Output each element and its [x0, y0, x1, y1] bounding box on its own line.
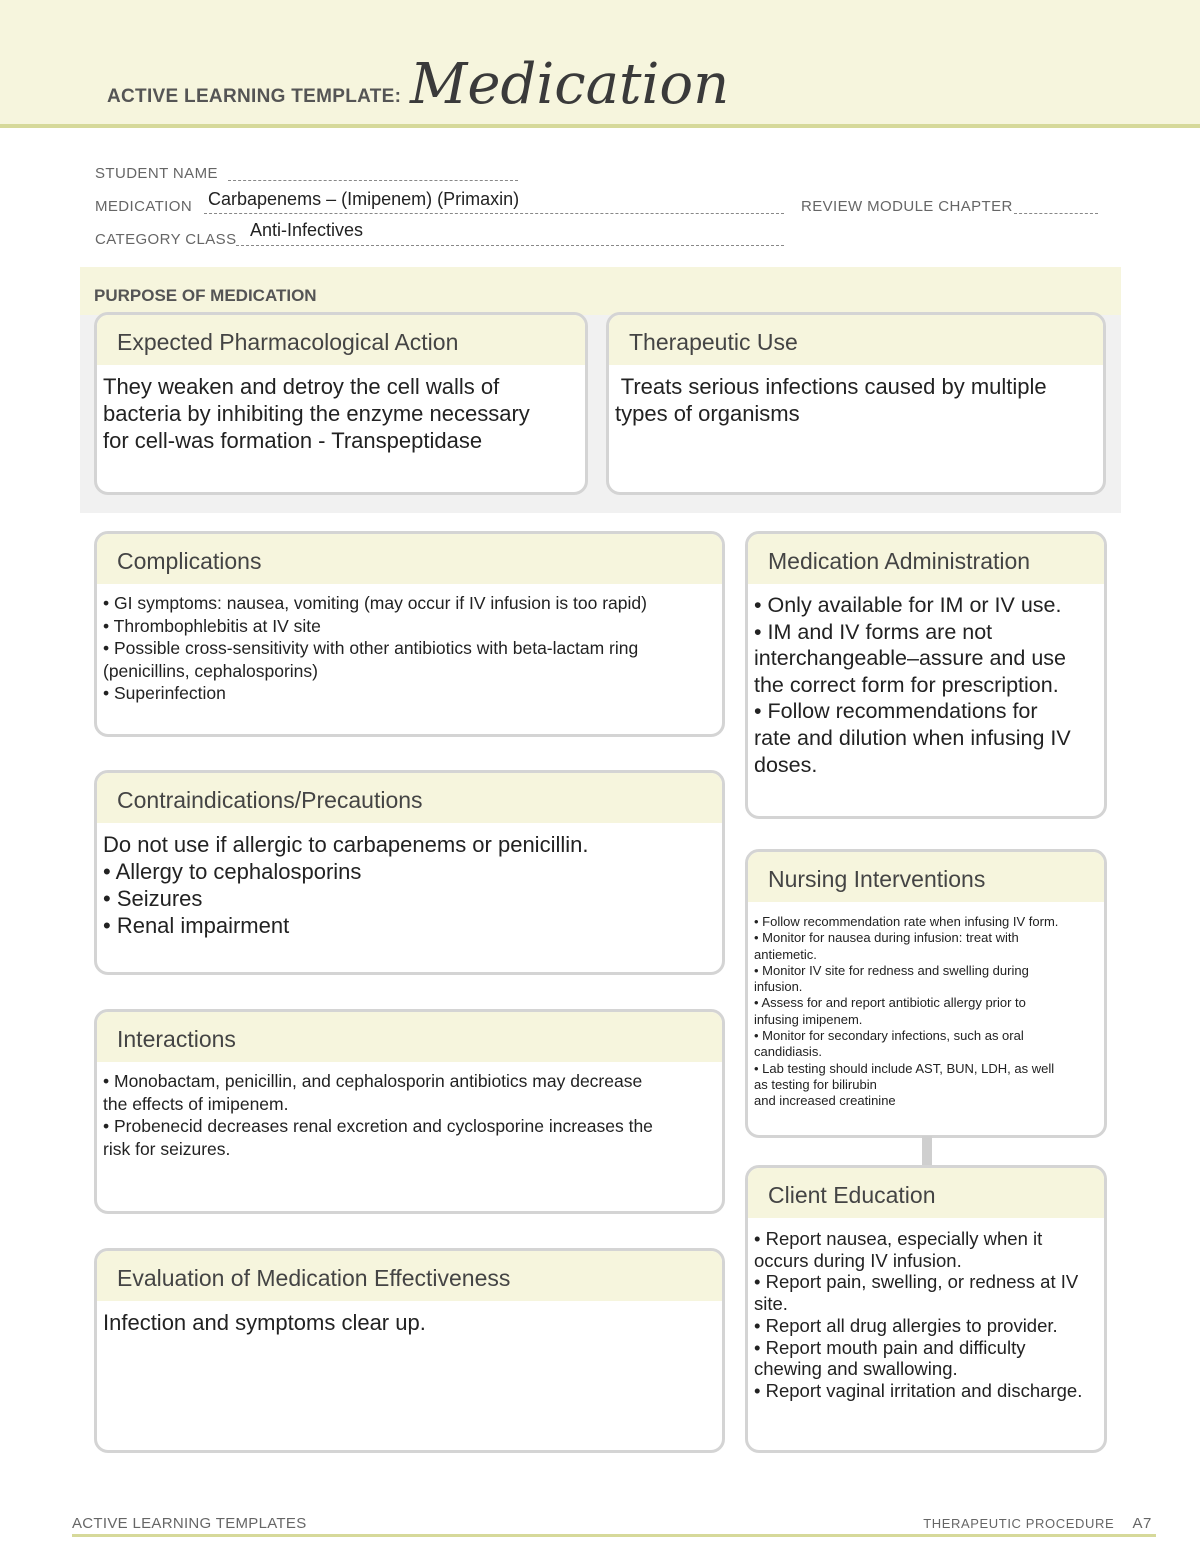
card-title: Complications — [117, 548, 262, 574]
student-name-field[interactable] — [228, 180, 518, 181]
card-body — [97, 584, 722, 705]
expected-action-card — [94, 312, 588, 495]
text-line: Do not use if allergic to carbapenems or penicillin. — [103, 832, 589, 857]
text-line: • IM and IV forms are not — [754, 619, 993, 644]
card-body — [748, 902, 1104, 1110]
text-line: types of organisms — [615, 401, 800, 426]
card-body — [748, 1218, 1104, 1402]
text-line: • Monitor for nausea during infusion: treat with — [754, 930, 1019, 946]
card-header — [609, 315, 1103, 365]
footer-rule — [72, 1534, 1156, 1537]
medication-label: MEDICATION — [95, 198, 193, 215]
card-body — [748, 584, 1104, 778]
text-line: site. — [754, 1293, 788, 1315]
text-line: and increased creatinine — [754, 1093, 896, 1109]
text-line: risk for seizures. — [103, 1138, 231, 1159]
text-line: Infection and symptoms clear up. — [103, 1310, 426, 1335]
footer-section: THERAPEUTIC PROCEDURE — [923, 1516, 1115, 1531]
text-line: • Follow recommendation rate when infusing IV form. — [754, 914, 1059, 929]
review-module-label: REVIEW MODULE CHAPTER — [801, 198, 1013, 215]
text-line: chewing and swallowing. — [754, 1358, 958, 1380]
text-line: the correct form for prescription. — [754, 672, 1059, 697]
text-line: • Seizures — [103, 886, 203, 911]
evaluation-card — [94, 1248, 725, 1453]
purpose-header — [80, 267, 1121, 315]
card-title: Interactions — [117, 1026, 236, 1052]
review-module-field[interactable] — [1014, 213, 1098, 214]
text-line: • Monobactam, penicillin, and cephalosporin antibiotics may decrease — [103, 1071, 643, 1091]
card-header — [97, 315, 585, 365]
text-line: • Follow recommendations for — [754, 699, 1038, 724]
footer-right — [923, 1515, 1152, 1532]
card-header — [748, 534, 1104, 584]
text-line: • Only available for IM or IV use. — [754, 593, 1062, 617]
footer-page: A7 — [1132, 1515, 1152, 1532]
category-class-label: CATEGORY CLASS — [95, 231, 237, 248]
text-line: infusing imipenem. — [754, 1011, 863, 1027]
interactions-card — [94, 1009, 725, 1214]
card-title: Expected Pharmacological Action — [117, 329, 459, 355]
card-header — [748, 1168, 1104, 1218]
card-body — [97, 1301, 722, 1336]
medication-value: Carbapenems – (Imipenem) (Primaxin) — [208, 189, 520, 209]
card-title: Nursing Interventions — [768, 866, 986, 892]
card-header — [97, 1251, 722, 1301]
text-line: (penicillins, cephalosporins) — [103, 660, 318, 681]
card-header — [97, 534, 722, 584]
text-line: They weaken and detroy the cell walls of — [103, 374, 500, 399]
administration-card — [745, 531, 1107, 819]
card-body — [97, 1062, 722, 1160]
text-line: the effects of imipenem. — [103, 1093, 289, 1114]
text-line: • Report vaginal irritation and discharge. — [754, 1379, 1083, 1401]
page-title: Medication — [410, 52, 730, 117]
category-class-field[interactable] — [236, 245, 784, 246]
card-title: Therapeutic Use — [629, 329, 798, 355]
card-body — [97, 365, 585, 454]
text-line: • Superinfection — [103, 683, 226, 703]
text-line: doses. — [754, 752, 818, 777]
text-line: for cell-was formation - Transpeptidase — [103, 428, 483, 453]
text-line: antiemetic. — [754, 946, 817, 962]
purpose-title: PURPOSE OF MEDICATION — [94, 286, 317, 305]
text-line: • Report all drug allergies to provider. — [754, 1314, 1058, 1336]
text-line: infusion. — [754, 979, 803, 995]
text-line: • Report mouth pain and difficulty — [754, 1336, 1026, 1358]
therapeutic-use-card — [606, 312, 1106, 495]
footer-left: ACTIVE LEARNING TEMPLATES — [72, 1515, 307, 1532]
card-body — [609, 365, 1103, 427]
text-line: occurs during IV infusion. — [754, 1249, 962, 1271]
text-line: • Assess for and report antibiotic allergy prior to — [754, 995, 1026, 1011]
text-line: • Allergy to cephalosporins — [103, 859, 362, 884]
card-body — [97, 823, 722, 939]
card-header — [97, 1012, 722, 1062]
text-line: • Monitor for secondary infections, such as oral — [754, 1028, 1024, 1044]
category-class-value: Anti-Infectives — [250, 220, 364, 240]
text-line: • Report nausea, especially when it — [754, 1228, 1043, 1249]
card-header — [748, 852, 1104, 902]
card-title: Client Education — [768, 1182, 936, 1208]
text-line: Treats serious infections caused by multiple — [615, 374, 1047, 399]
card-header — [97, 773, 722, 823]
template-label: ACTIVE LEARNING TEMPLATE: — [107, 86, 402, 107]
text-line: • GI symptoms: nausea, vomiting (may occur if IV infusion is too rapid) — [103, 593, 647, 613]
text-line: rate and dilution when infusing IV — [754, 725, 1071, 750]
card-title: Medication Administration — [768, 548, 1031, 574]
text-line: • Probenecid decreases renal excretion and cyclosporine increases the — [103, 1116, 653, 1136]
contraindications-card — [94, 770, 725, 975]
complications-card — [94, 531, 725, 737]
text-line: candidiasis. — [754, 1044, 822, 1060]
card-title: Evaluation of Medication Effectiveness — [117, 1265, 511, 1291]
text-line: • Possible cross-sensitivity with other antibiotics with beta-lactam ring — [103, 638, 639, 658]
student-name-label: STUDENT NAME — [95, 165, 218, 182]
text-line: • Monitor IV site for redness and swelling during — [754, 962, 1029, 978]
text-line: • Lab testing should include AST, BUN, LDH, as well — [754, 1060, 1055, 1076]
text-line: bacteria by inhibiting the enzyme necessary — [103, 401, 530, 426]
medication-field[interactable] — [204, 213, 784, 214]
card-title: Contraindications/Precautions — [117, 787, 423, 813]
text-line: • Report pain, swelling, or redness at IV — [754, 1271, 1079, 1293]
text-line: • Thrombophlebitis at IV site — [103, 615, 321, 636]
header-band — [0, 0, 1200, 128]
text-line: • Renal impairment — [103, 913, 290, 938]
text-line: as testing for bilirubin — [754, 1076, 877, 1092]
text-line: interchangeable–assure and use — [754, 646, 1066, 671]
nursing-interventions-card — [745, 849, 1107, 1138]
connector-bar — [922, 1136, 932, 1166]
client-education-card — [745, 1165, 1107, 1453]
